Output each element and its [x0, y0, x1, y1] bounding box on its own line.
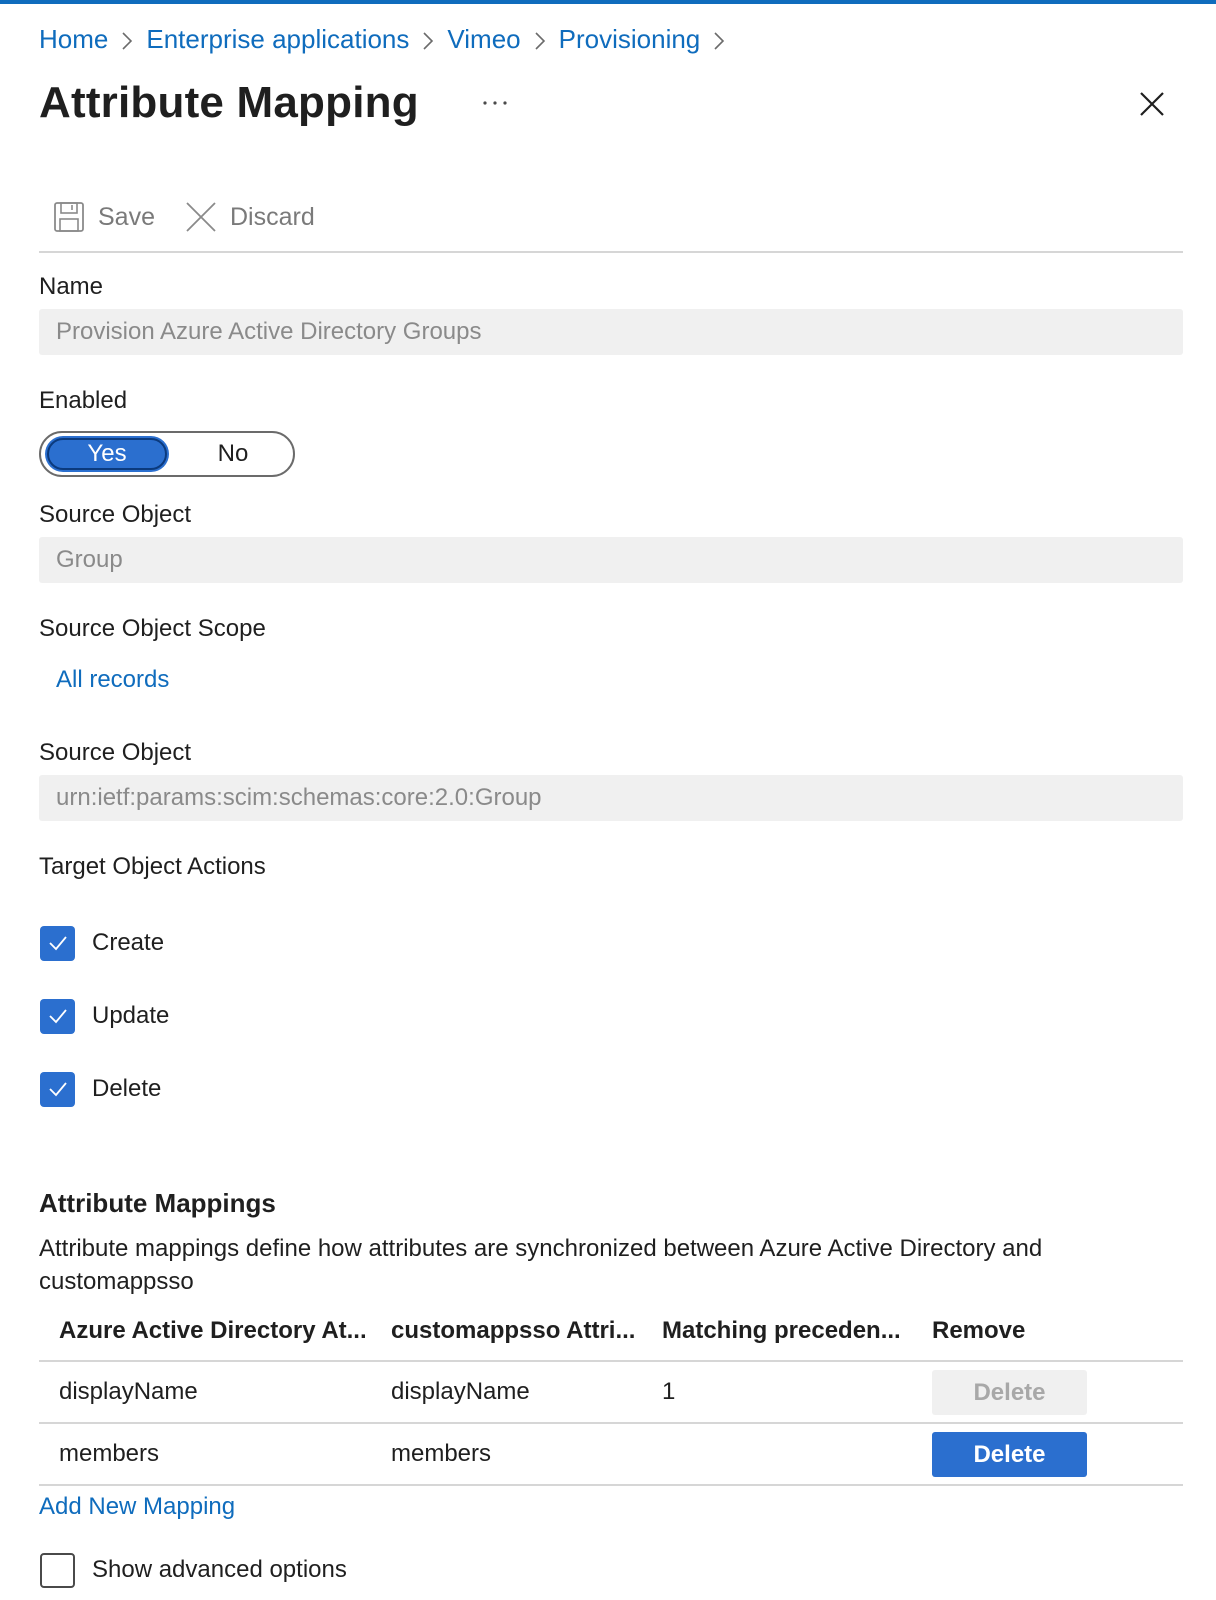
- discard-icon: [185, 201, 217, 233]
- enabled-toggle: [39, 431, 295, 477]
- discard-button-label: Discard: [229, 202, 315, 231]
- table-header: [39, 1302, 1183, 1362]
- name-label: Name: [39, 273, 104, 300]
- checkbox-empty-icon: [40, 1553, 75, 1588]
- create-checkbox-label: Create: [92, 929, 165, 956]
- breadcrumb-home[interactable]: Home: [39, 23, 109, 54]
- more-options-icon[interactable]: [478, 88, 512, 118]
- precedence-cell: [662, 1424, 917, 1484]
- top-accent-bar: [0, 0, 1216, 4]
- all-records-link[interactable]: All records: [56, 666, 170, 693]
- show-advanced-options-label: Show advanced options: [92, 1556, 347, 1583]
- add-new-mapping-link[interactable]: Add New Mapping: [39, 1493, 236, 1520]
- target-object-field[interactable]: urn:ietf:params:scim:schemas:core:2.0:Group: [39, 775, 1183, 821]
- save-button[interactable]: [53, 195, 155, 239]
- attribute-mappings-table: [39, 1302, 1183, 1486]
- source-attribute-cell[interactable]: members: [59, 1440, 160, 1467]
- table-row[interactable]: [39, 1424, 1183, 1486]
- enabled-label: Enabled: [39, 387, 128, 414]
- discard-button[interactable]: [185, 195, 315, 239]
- column-header-remove[interactable]: Remove: [932, 1317, 1026, 1344]
- chevron-right-icon: [409, 24, 447, 55]
- checkmark-icon: [40, 926, 75, 961]
- target-object-label: Source Object: [39, 739, 192, 766]
- target-attribute-cell[interactable]: members: [391, 1440, 492, 1467]
- source-attribute-cell[interactable]: displayName: [59, 1378, 198, 1405]
- checkmark-icon: [40, 999, 75, 1034]
- page-title: Attribute Mapping: [39, 78, 419, 127]
- enabled-yes-option[interactable]: Yes: [47, 438, 167, 470]
- chevron-right-icon: [521, 24, 559, 55]
- close-icon[interactable]: [1134, 86, 1170, 122]
- source-object-label: Source Object: [39, 501, 192, 528]
- command-toolbar: [39, 192, 315, 242]
- save-button-label: Save: [98, 202, 155, 231]
- table-row[interactable]: [39, 1362, 1183, 1424]
- attribute-mappings-title: Attribute Mappings: [39, 1188, 276, 1218]
- enabled-no-option[interactable]: No: [217, 440, 249, 467]
- column-header-target[interactable]: customappsso Attri...: [391, 1317, 636, 1344]
- attribute-mappings-description: Attribute mappings define how attributes are synchronized between Azure Active Directory and customappsso: [39, 1235, 1043, 1295]
- chevron-right-icon: [700, 24, 738, 55]
- breadcrumb: [39, 22, 738, 56]
- delete-checkbox[interactable]: [40, 1071, 161, 1107]
- name-field[interactable]: Provision Azure Active Directory Groups: [39, 309, 1183, 355]
- column-header-source[interactable]: Azure Active Directory At...: [59, 1317, 367, 1344]
- create-checkbox[interactable]: [40, 925, 164, 961]
- breadcrumb-enterprise-applications[interactable]: Enterprise applications: [146, 23, 410, 54]
- target-attribute-cell[interactable]: displayName: [391, 1378, 530, 1405]
- column-header-precedence[interactable]: Matching preceden...: [662, 1317, 901, 1344]
- save-icon: [53, 201, 85, 233]
- update-checkbox-label: Update: [92, 1002, 170, 1029]
- delete-mapping-button[interactable]: Delete: [932, 1432, 1087, 1477]
- precedence-cell: 1: [662, 1378, 676, 1405]
- delete-mapping-button[interactable]: Delete: [932, 1370, 1087, 1415]
- show-advanced-options-checkbox[interactable]: [40, 1552, 347, 1588]
- target-object-actions-label: Target Object Actions: [39, 853, 266, 880]
- breadcrumb-provisioning[interactable]: Provisioning: [558, 23, 701, 54]
- checkmark-icon: [40, 1072, 75, 1107]
- chevron-right-icon: [108, 24, 146, 55]
- update-checkbox[interactable]: [40, 998, 169, 1034]
- source-object-scope-label: Source Object Scope: [39, 615, 266, 642]
- breadcrumb-vimeo[interactable]: Vimeo: [447, 23, 521, 54]
- delete-checkbox-label: Delete: [92, 1075, 162, 1102]
- source-object-field[interactable]: Group: [39, 537, 1183, 583]
- toolbar-divider: [39, 251, 1183, 253]
